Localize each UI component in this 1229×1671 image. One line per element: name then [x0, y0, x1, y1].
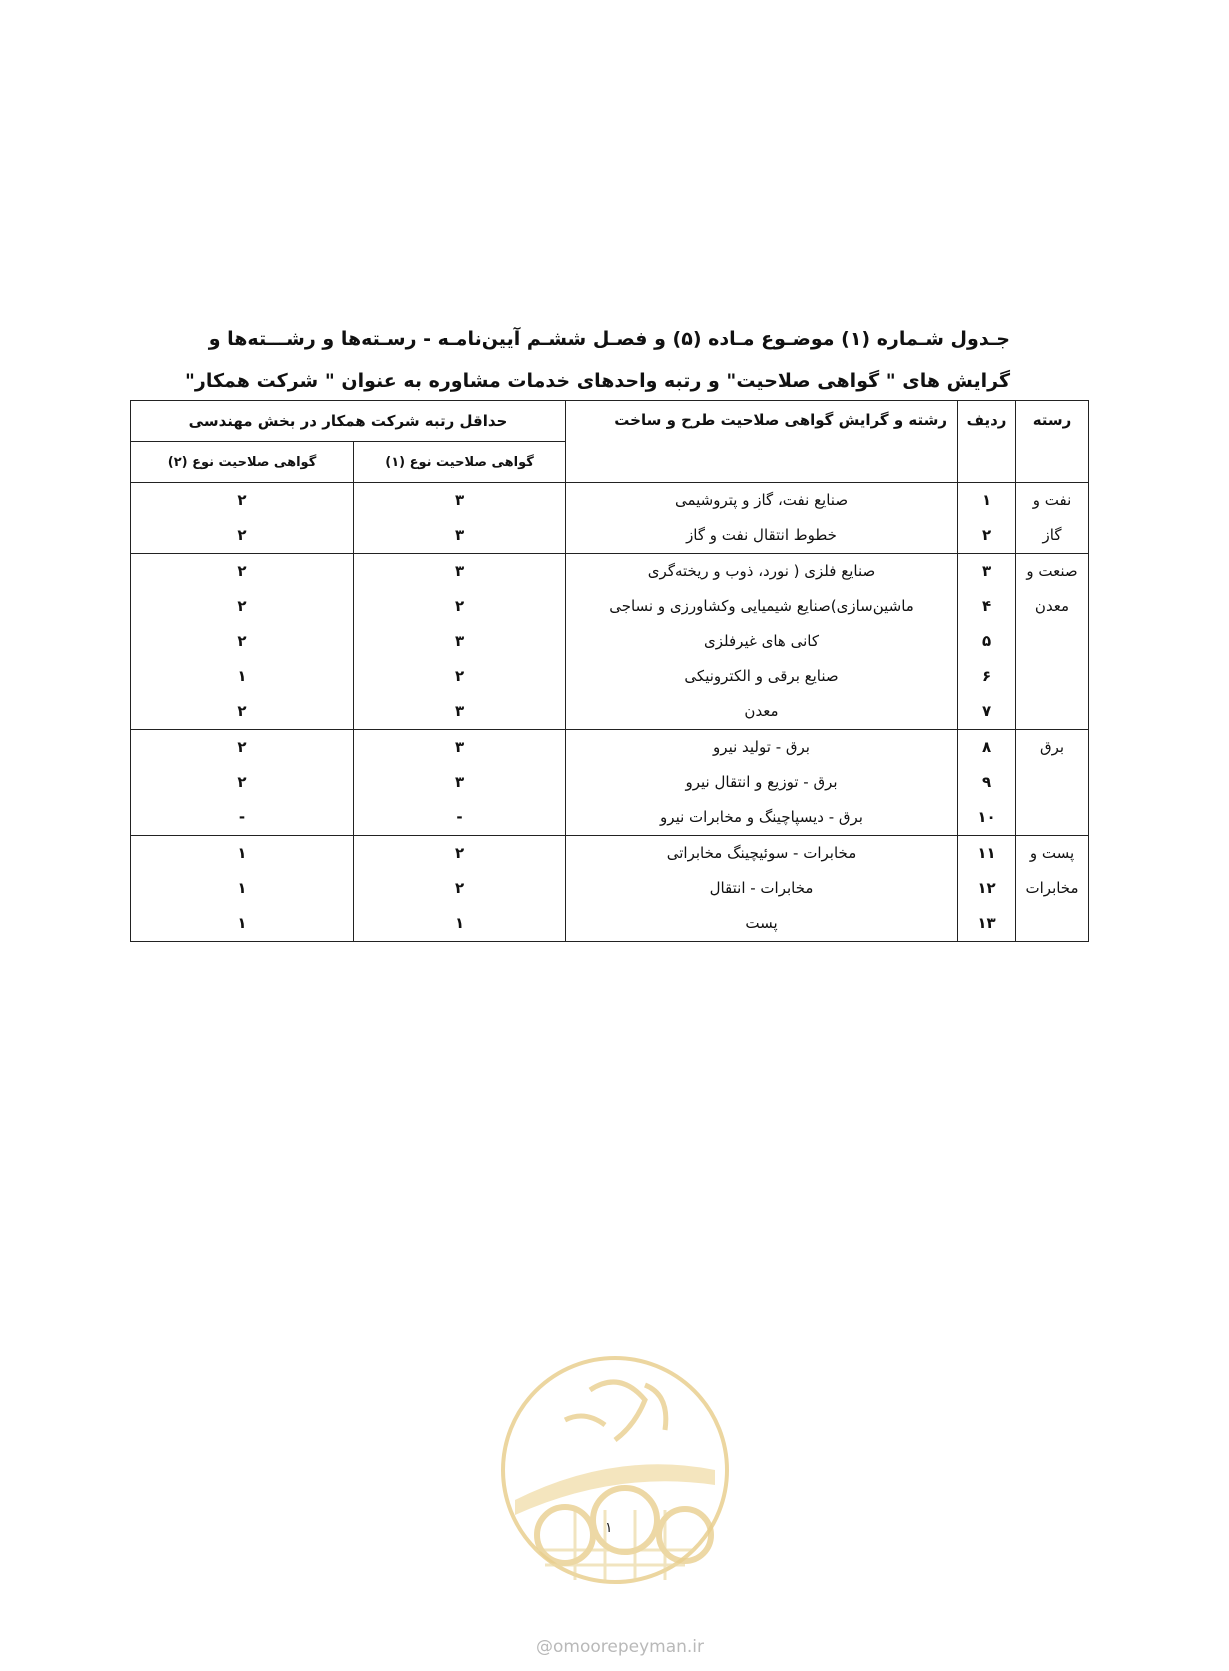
field-cell: صنایع فلزی ( نورد، ذوب و ریخته‌گری: [566, 554, 958, 590]
table-row: [131, 659, 1089, 694]
row-number-cell: ۱۲: [958, 871, 1016, 906]
type2-cell: ۲: [131, 518, 354, 554]
row-number-cell: ۱۰: [958, 800, 1016, 836]
qualification-table: [130, 400, 1089, 942]
type1-cell: -: [354, 800, 566, 836]
type1-cell: ۲: [354, 836, 566, 872]
category-cell: برق: [1016, 730, 1089, 836]
category-cell: نفت و گاز: [1016, 483, 1089, 554]
row-number-cell: ۳: [958, 554, 1016, 590]
page-number: ۱: [605, 1520, 613, 1536]
type2-cell: -: [131, 800, 354, 836]
field-cell: مخابرات - سوئیچینگ مخابراتی: [566, 836, 958, 872]
header-type2: گواهی صلاحیت نوع (۲): [131, 442, 354, 483]
type1-cell: ۳: [354, 554, 566, 590]
document-title: [150, 318, 1010, 402]
type2-cell: ۲: [131, 589, 354, 624]
field-cell: برق - توزیع و انتقال نیرو: [566, 765, 958, 800]
table-row: [131, 483, 1089, 519]
type1-cell: ۲: [354, 659, 566, 694]
type1-cell: ۲: [354, 871, 566, 906]
type2-cell: ۱: [131, 906, 354, 942]
seal-logo-icon: [495, 1350, 735, 1590]
field-cell: کانی های غیرفلزی: [566, 624, 958, 659]
table-row: [131, 906, 1089, 942]
type2-cell: ۱: [131, 871, 354, 906]
type2-cell: ۲: [131, 765, 354, 800]
type2-cell: ۱: [131, 659, 354, 694]
field-cell: پست: [566, 906, 958, 942]
header-category: رسته: [1016, 401, 1089, 483]
type1-cell: ۳: [354, 518, 566, 554]
row-number-cell: ۸: [958, 730, 1016, 766]
header-type1: گواهی صلاحیت نوع (۱): [354, 442, 566, 483]
row-number-cell: ۱۳: [958, 906, 1016, 942]
table-row: [131, 836, 1089, 872]
field-cell: مخابرات - انتقال: [566, 871, 958, 906]
row-number-cell: ۷: [958, 694, 1016, 730]
site-watermark: @omoorepeyman.ir: [535, 1637, 705, 1657]
title-line-1: جـدول شـماره (۱) موضـوع مـاده (۵) و فصـل ششـم آیین‌نامـه - رسـته‌ها و رشـــته‌ها و: [208, 328, 1010, 350]
field-cell: صنایع نفت، گاز و پتروشیمی: [566, 483, 958, 519]
type1-cell: ۳: [354, 765, 566, 800]
row-number-cell: ۵: [958, 624, 1016, 659]
category-cell: پست و مخابرات: [1016, 836, 1089, 942]
type2-cell: ۲: [131, 624, 354, 659]
field-cell: برق - تولید نیرو: [566, 730, 958, 766]
table-row: [131, 694, 1089, 730]
table-row: [131, 800, 1089, 836]
row-number-cell: ۲: [958, 518, 1016, 554]
row-number-cell: ۶: [958, 659, 1016, 694]
header-row-number: ردیف: [958, 401, 1016, 483]
type2-cell: ۱: [131, 836, 354, 872]
type1-cell: ۳: [354, 624, 566, 659]
row-number-cell: ۱: [958, 483, 1016, 519]
type2-cell: ۲: [131, 730, 354, 766]
field-cell: برق - دیسپاچینگ و مخابرات نیرو: [566, 800, 958, 836]
title-line-2: گرایش های " گواهی صلاحیت" و رتبه واحدهای خدمات مشاوره به عنوان " شرکت همکار": [185, 370, 1010, 392]
type1-cell: ۲: [354, 589, 566, 624]
header-field: رشته و گرایش گواهی صلاحیت طرح و ساخت: [566, 401, 958, 483]
table-row: [131, 624, 1089, 659]
row-number-cell: ۹: [958, 765, 1016, 800]
row-number-cell: ۱۱: [958, 836, 1016, 872]
table-row: [131, 765, 1089, 800]
table-row: [131, 589, 1089, 624]
type1-cell: ۳: [354, 730, 566, 766]
type1-cell: ۳: [354, 694, 566, 730]
type1-cell: ۱: [354, 906, 566, 942]
field-cell: صنایع برقی و الکترونیکی: [566, 659, 958, 694]
type2-cell: ۲: [131, 483, 354, 519]
type2-cell: ۲: [131, 554, 354, 590]
field-cell: معدن: [566, 694, 958, 730]
header-min-rank: حداقل رتبه شرکت همکار در بخش مهندسی: [131, 401, 566, 442]
table-row: [131, 871, 1089, 906]
field-cell: ماشین‌سازی)صنایع شیمیایی وکشاورزی و نساجی: [566, 589, 958, 624]
row-number-cell: ۴: [958, 589, 1016, 624]
table-row: [131, 730, 1089, 766]
field-cell: خطوط انتقال نفت و گاز: [566, 518, 958, 554]
table-row: [131, 554, 1089, 590]
table-row: [131, 518, 1089, 554]
category-cell: صنعت و معدن: [1016, 554, 1089, 730]
type1-cell: ۳: [354, 483, 566, 519]
type2-cell: ۲: [131, 694, 354, 730]
